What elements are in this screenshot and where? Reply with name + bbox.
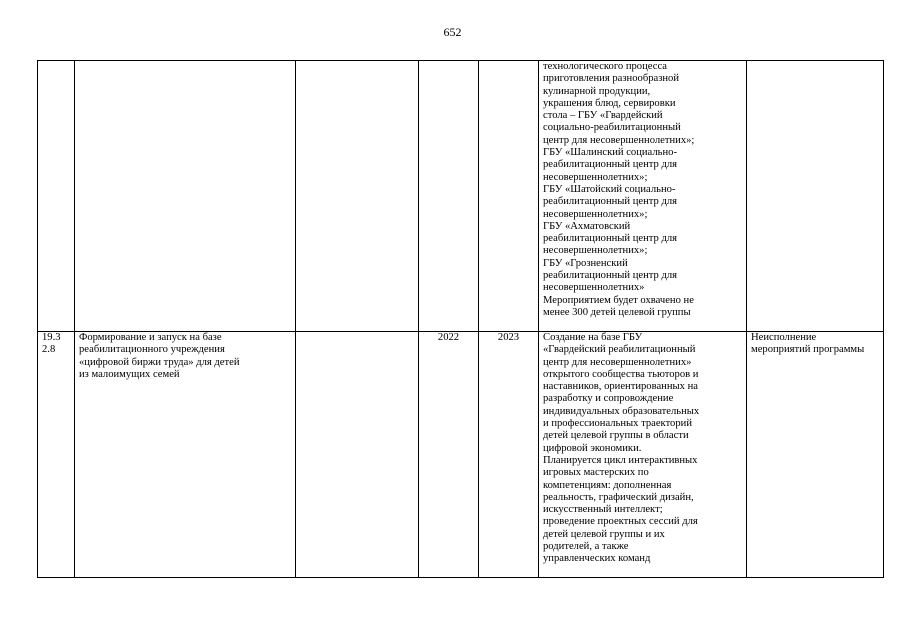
cell-action bbox=[539, 61, 747, 332]
cell-number bbox=[38, 332, 75, 578]
cell-executor bbox=[296, 61, 419, 332]
cell-title bbox=[75, 332, 296, 578]
table-row-main bbox=[38, 332, 884, 578]
cell-end-year bbox=[479, 61, 539, 332]
risk-text: Неисполнение мероприятий программы bbox=[751, 332, 865, 356]
row-number: 19.3 2.8 bbox=[42, 332, 61, 356]
cell-end-year: 2023 bbox=[479, 332, 539, 578]
main-action-text: Создание на базе ГБУ «Гвардейский реабилитационный центр для несовершеннолетних» открытого сообщества тьюторов и наставников, ориентированных на разработку и сопровождение индивидуальных образовательных и профессиональных траекторий детей целевой группы в области цифровой экономики. Планируется цикл интерактивных игровых мастерских по компетенциям: дополненная реальность, графический дизайн, искусственный интеллект; проведение проектных сессий для детей целевой группы и их родителей, а также управленческих команд bbox=[543, 332, 700, 565]
cell-risk bbox=[747, 332, 884, 578]
cell-action bbox=[539, 332, 747, 578]
cell-title bbox=[75, 61, 296, 332]
program-table bbox=[37, 60, 884, 578]
page-number: 652 bbox=[443, 25, 462, 39]
cell-start-year: 2022 bbox=[419, 332, 479, 578]
table-row-continued bbox=[38, 61, 884, 332]
continued-action-text: технологического процесса приготовления разнообразной кулинарной продукции, украшения блюд, сервировки стола – ГБУ «Гвардейский социально-реабилитационный центр для несовершеннолетних»; ГБУ «Шалинский социально- реабилитационный центр для несовершеннолетних»; ГБУ «Шатойский социально- реабилитационный центр для несовершеннолетних»; ГБУ «Ахматовский реабилитационный центр для несовершеннолетних»; ГБУ «Грозненский реабилитационный центр для несовершеннолетних» Мероприятием будет охвачено не менее 300 детей целевой группы bbox=[543, 61, 695, 318]
cell-executor bbox=[296, 332, 419, 578]
cell-number bbox=[38, 61, 75, 332]
cell-start-year bbox=[419, 61, 479, 332]
cell-risk bbox=[747, 61, 884, 332]
row-title: Формирование и запуск на базе реабилитационного учреждения «цифровой биржи труда» для детей из малоимущих семей bbox=[79, 332, 240, 380]
